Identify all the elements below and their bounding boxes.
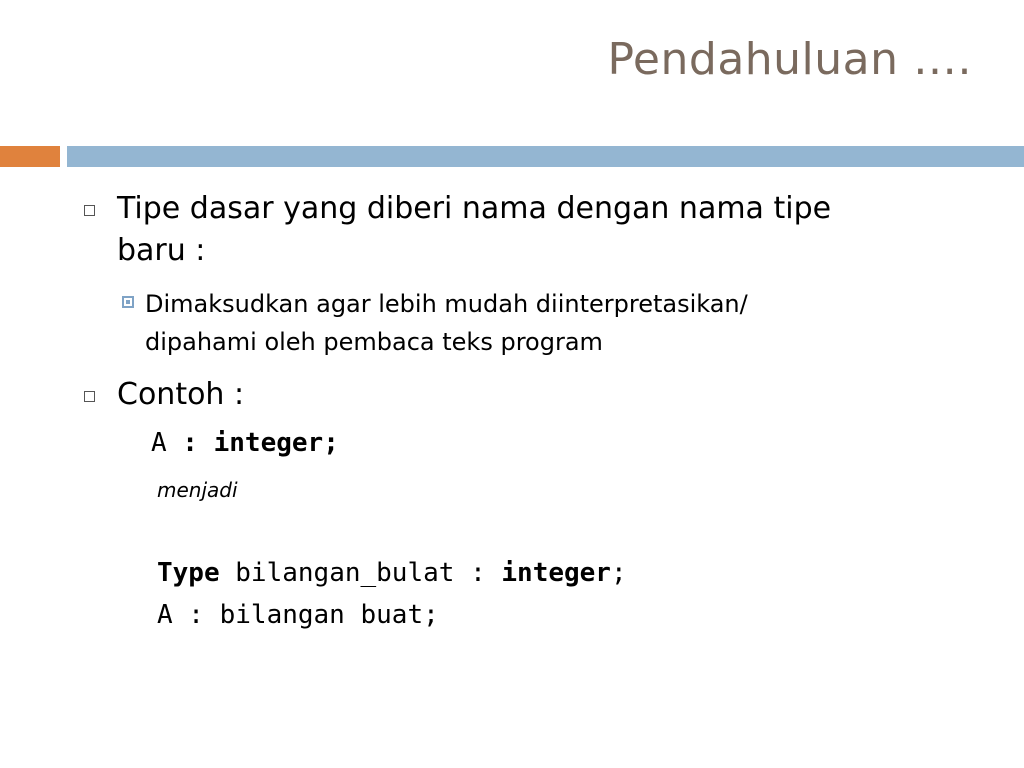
- sub-bullet-text-line2: dipahami oleh pembaca teks program: [145, 328, 603, 356]
- code-type-name: bilangan_bulat :: [219, 558, 502, 588]
- bullet-text: Contoh :: [117, 377, 245, 412]
- bullet-text-line1: Tipe dasar yang diberi nama dengan nama tipe: [117, 191, 832, 226]
- hollow-square-bullet-icon: [84, 391, 95, 402]
- code-type: integer;: [213, 428, 339, 458]
- bullet-item-1: [84, 188, 831, 272]
- code-line-2: [157, 558, 627, 588]
- bullet-text-line2: baru :: [117, 233, 206, 268]
- code-keyword: Type: [157, 558, 220, 588]
- slide-title: Pendahuluan ….: [607, 34, 972, 85]
- code-line-1: [151, 428, 339, 458]
- accent-bar-orange: [0, 146, 60, 167]
- accent-bar-blue: [67, 146, 1024, 167]
- code-semicolon: ;: [610, 558, 627, 588]
- code-type: integer: [501, 558, 611, 588]
- filled-square-bullet-icon: [122, 296, 134, 308]
- code-colon: :: [166, 428, 214, 458]
- sub-bullet-item-1: [122, 285, 748, 361]
- code-var: A: [151, 428, 167, 458]
- bullet-item-2: [84, 374, 244, 416]
- hollow-square-bullet-icon: [84, 205, 95, 216]
- code-line-3: A : bilangan buat;: [157, 600, 439, 630]
- bullet-text: [117, 188, 831, 272]
- transition-text: menjadi: [157, 478, 238, 502]
- sub-bullet-text: [145, 285, 748, 361]
- sub-bullet-text-line1: Dimaksudkan agar lebih mudah diinterpretasikan/: [145, 290, 748, 318]
